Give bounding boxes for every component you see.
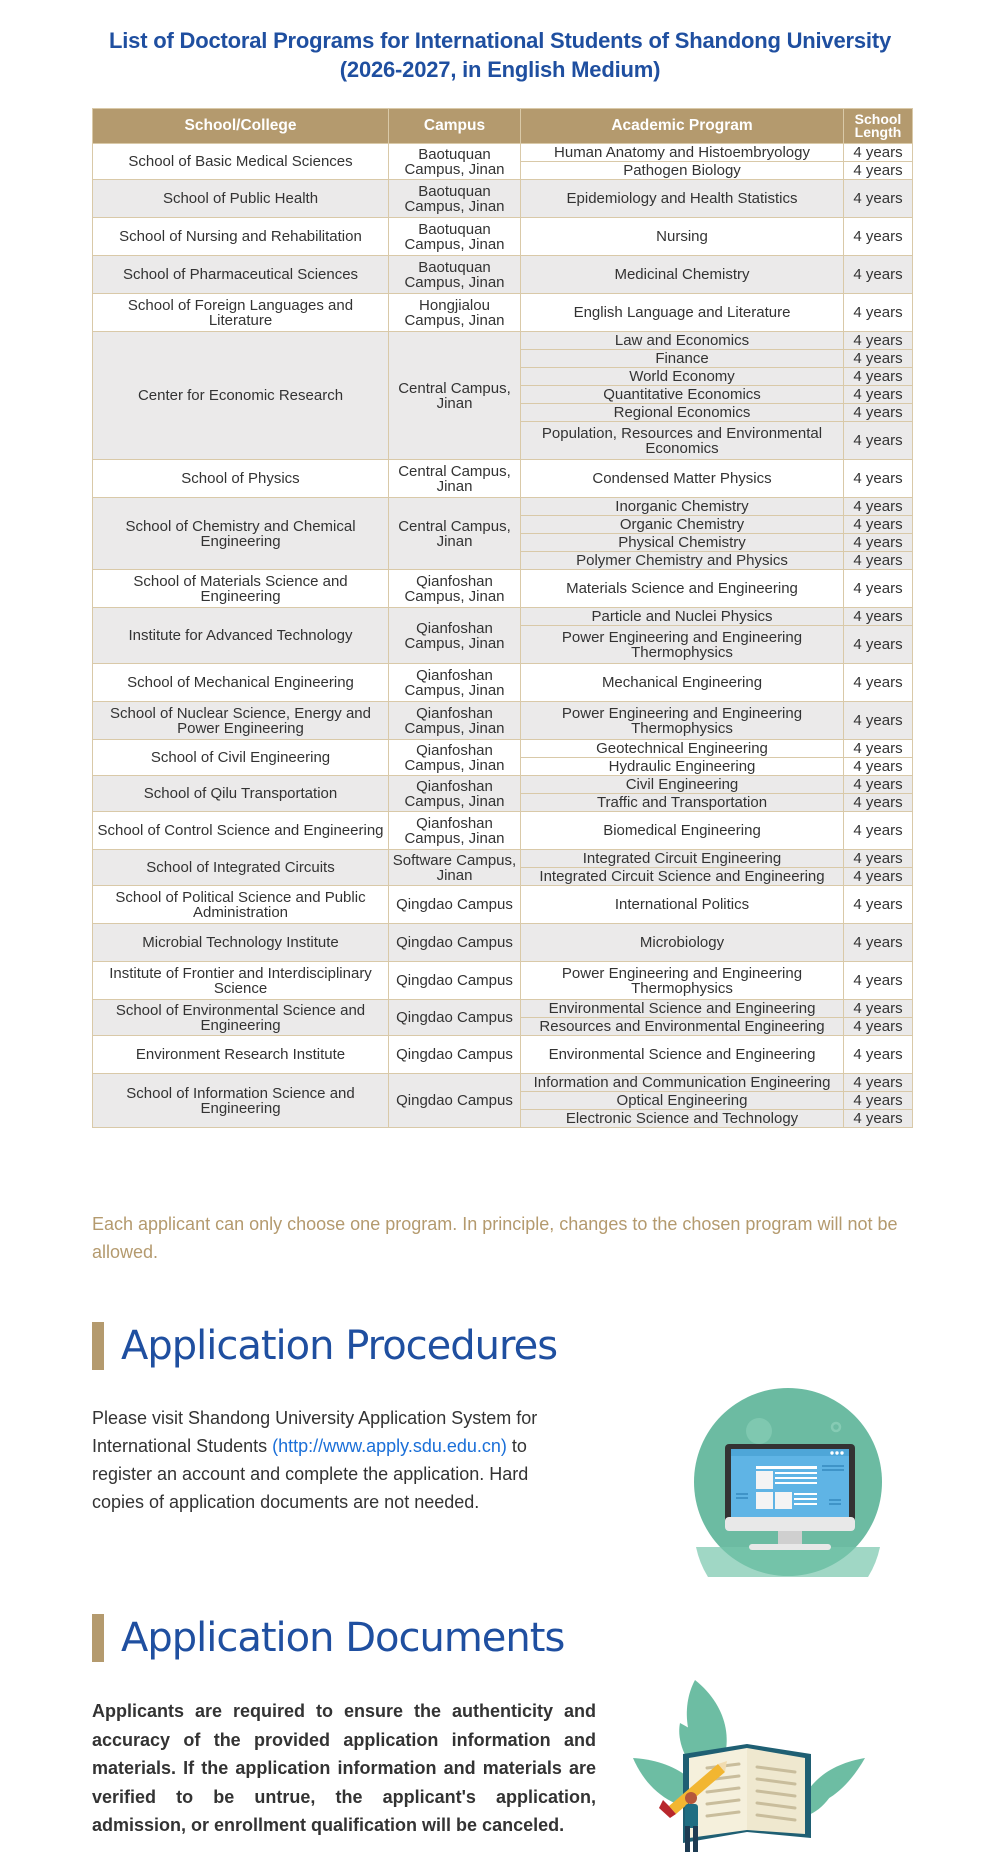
length-cell: 4 years xyxy=(844,664,913,702)
campus-cell: Qingdao Campus xyxy=(389,1074,521,1128)
length-cell: 4 years xyxy=(844,1110,913,1128)
length-cell: 4 years xyxy=(844,850,913,868)
school-cell: School of Foreign Languages and Literature xyxy=(93,294,389,332)
program-cell: Pathogen Biology xyxy=(521,162,844,180)
program-cell: Law and Economics xyxy=(521,332,844,350)
program-cell: Medicinal Chemistry xyxy=(521,256,844,294)
length-cell: 4 years xyxy=(844,924,913,962)
table-row xyxy=(93,332,913,350)
length-cell: 4 years xyxy=(844,702,913,740)
length-cell: 4 years xyxy=(844,812,913,850)
length-cell: 4 years xyxy=(844,516,913,534)
campus-cell: Baotuquan Campus, Jinan xyxy=(389,256,521,294)
length-cell: 4 years xyxy=(844,534,913,552)
person-body xyxy=(685,1804,698,1828)
program-cell: Polymer Chemistry and Physics xyxy=(521,552,844,570)
campus-cell: Software Campus, Jinan xyxy=(389,850,521,886)
table-row xyxy=(93,924,913,962)
program-cell: Traffic and Transportation xyxy=(521,794,844,812)
procedures-text-after: to register an account and complete the application. Hard copies of application documents are not needed. xyxy=(92,1436,529,1512)
school-cell: School of Mechanical Engineering xyxy=(93,664,389,702)
program-cell: Physical Chemistry xyxy=(521,534,844,552)
length-cell: 4 years xyxy=(844,570,913,608)
program-cell: Power Engineering and Engineering Thermophysics xyxy=(521,702,844,740)
table-header-row xyxy=(93,109,913,144)
program-cell: Inorganic Chemistry xyxy=(521,498,844,516)
program-cell: Information and Communication Engineering xyxy=(521,1074,844,1092)
page-title-line1: List of Doctoral Programs for International Students of Shandong University xyxy=(109,28,891,53)
length-cell: 4 years xyxy=(844,794,913,812)
procedures-text-before: Please visit Shandong University Application System for International Students xyxy=(92,1408,538,1456)
length-cell: 4 years xyxy=(844,422,913,460)
table-row xyxy=(93,740,913,758)
table-row xyxy=(93,702,913,740)
campus-cell: Qingdao Campus xyxy=(389,1000,521,1036)
program-cell: Resources and Environmental Engineering xyxy=(521,1018,844,1036)
table-row xyxy=(93,460,913,498)
page-title-line2: (2026-2027, in English Medium) xyxy=(339,57,661,82)
length-cell: 4 years xyxy=(844,868,913,886)
length-cell: 4 years xyxy=(844,498,913,516)
length-cell: 4 years xyxy=(844,404,913,422)
school-cell: School of Qilu Transportation xyxy=(93,776,389,812)
length-cell: 4 years xyxy=(844,294,913,332)
program-cell: Organic Chemistry xyxy=(521,516,844,534)
program-cell: Quantitative Economics xyxy=(521,386,844,404)
length-cell: 4 years xyxy=(844,1036,913,1074)
program-cell: Nursing xyxy=(521,218,844,256)
campus-cell: Qingdao Campus xyxy=(389,924,521,962)
program-cell: Power Engineering and Engineering Thermophysics xyxy=(521,626,844,664)
school-cell: School of Environmental Science and Engineering xyxy=(93,1000,389,1036)
monitor-stand xyxy=(778,1531,802,1545)
length-cell: 4 years xyxy=(844,368,913,386)
campus-cell: Qianfoshan Campus, Jinan xyxy=(389,812,521,850)
program-cell: World Economy xyxy=(521,368,844,386)
length-cell: 4 years xyxy=(844,332,913,350)
length-cell: 4 years xyxy=(844,608,913,626)
table-row xyxy=(93,962,913,1000)
school-cell: Institute of Frontier and Interdisciplinary Science xyxy=(93,962,389,1000)
length-cell: 4 years xyxy=(844,1092,913,1110)
table-row xyxy=(93,886,913,924)
campus-cell: Qianfoshan Campus, Jinan xyxy=(389,776,521,812)
campus-cell: Qianfoshan Campus, Jinan xyxy=(389,664,521,702)
heading-accent-bar xyxy=(92,1614,104,1662)
program-cell: Population, Resources and Environmental Economics xyxy=(521,422,844,460)
length-cell: 4 years xyxy=(844,350,913,368)
program-cell: Condensed Matter Physics xyxy=(521,460,844,498)
length-cell: 4 years xyxy=(844,626,913,664)
program-cell: Integrated Circuit Engineering xyxy=(521,850,844,868)
program-cell: International Politics xyxy=(521,886,844,924)
school-cell: School of Physics xyxy=(93,460,389,498)
campus-cell: Qingdao Campus xyxy=(389,962,521,1000)
documents-heading xyxy=(92,1612,792,1662)
school-cell: School of Information Science and Engineering xyxy=(93,1074,389,1128)
school-cell: School of Control Science and Engineering xyxy=(93,812,389,850)
open-book-pencil-illustration xyxy=(625,1668,875,1868)
length-cell: 4 years xyxy=(844,962,913,1000)
campus-cell: Baotuquan Campus, Jinan xyxy=(389,180,521,218)
program-cell: Geotechnical Engineering xyxy=(521,740,844,758)
page-title xyxy=(0,26,1000,84)
school-cell: School of Materials Science and Engineering xyxy=(93,570,389,608)
school-cell: School of Integrated Circuits xyxy=(93,850,389,886)
campus-cell: Qianfoshan Campus, Jinan xyxy=(389,570,521,608)
campus-cell: Central Campus, Jinan xyxy=(389,498,521,570)
length-cell: 4 years xyxy=(844,144,913,162)
table-body xyxy=(93,144,913,1128)
procedures-heading xyxy=(92,1320,792,1370)
length-cell: 4 years xyxy=(844,386,913,404)
length-cell: 4 years xyxy=(844,460,913,498)
procedures-text xyxy=(92,1404,572,1516)
school-cell: School of Basic Medical Sciences xyxy=(93,144,389,180)
campus-cell: Qianfoshan Campus, Jinan xyxy=(389,740,521,776)
table-row xyxy=(93,256,913,294)
person-head xyxy=(685,1792,697,1804)
school-cell: School of Nursing and Rehabilitation xyxy=(93,218,389,256)
program-cell: Optical Engineering xyxy=(521,1092,844,1110)
programs-table xyxy=(92,108,913,1128)
campus-cell: Hongjialou Campus, Jinan xyxy=(389,294,521,332)
table-row xyxy=(93,1000,913,1018)
length-cell: 4 years xyxy=(844,552,913,570)
documents-heading-label: Application Documents xyxy=(121,1615,565,1661)
table-row xyxy=(93,608,913,626)
campus-cell: Baotuquan Campus, Jinan xyxy=(389,144,521,180)
length-cell: 4 years xyxy=(844,1074,913,1092)
school-cell: School of Chemistry and Chemical Engineering xyxy=(93,498,389,570)
length-cell: 4 years xyxy=(844,256,913,294)
program-cell: Finance xyxy=(521,350,844,368)
table-row xyxy=(93,498,913,516)
table-row xyxy=(93,294,913,332)
program-cell: Environmental Science and Engineering xyxy=(521,1036,844,1074)
campus-cell: Qianfoshan Campus, Jinan xyxy=(389,608,521,664)
table-row xyxy=(93,812,913,850)
table-row xyxy=(93,180,913,218)
campus-cell: Qingdao Campus xyxy=(389,886,521,924)
program-cell: Hydraulic Engineering xyxy=(521,758,844,776)
program-cell: Materials Science and Engineering xyxy=(521,570,844,608)
program-cell: Environmental Science and Engineering xyxy=(521,1000,844,1018)
header-length xyxy=(844,109,913,144)
program-cell: Biomedical Engineering xyxy=(521,812,844,850)
table-row xyxy=(93,1036,913,1074)
documents-text: Applicants are required to ensure the authenticity and accuracy of the provided application information and materials. If the application information and materials are verified to be untrue, the applicant's application, admission, or enrollment qualification will be canceled. xyxy=(92,1701,596,1835)
monitor-bezel xyxy=(725,1517,855,1531)
monitor-base xyxy=(749,1544,831,1550)
campus-cell: Qingdao Campus xyxy=(389,1036,521,1074)
campus-cell: Baotuquan Campus, Jinan xyxy=(389,218,521,256)
program-cell: Human Anatomy and Histoembryology xyxy=(521,144,844,162)
header-school: School/College xyxy=(93,109,389,144)
table-row xyxy=(93,664,913,702)
program-cell: Mechanical Engineering xyxy=(521,664,844,702)
length-cell: 4 years xyxy=(844,776,913,794)
campus-cell: Qianfoshan Campus, Jinan xyxy=(389,702,521,740)
table-row xyxy=(93,570,913,608)
length-cell: 4 years xyxy=(844,740,913,758)
campus-cell: Central Campus, Jinan xyxy=(389,332,521,460)
header-campus: Campus xyxy=(389,109,521,144)
length-cell: 4 years xyxy=(844,218,913,256)
computer-monitor-illustration xyxy=(693,1387,883,1577)
table-row xyxy=(93,218,913,256)
school-cell: Environment Research Institute xyxy=(93,1036,389,1074)
school-cell: School of Civil Engineering xyxy=(93,740,389,776)
length-cell: 4 years xyxy=(844,1018,913,1036)
program-cell: Power Engineering and Engineering Thermophysics xyxy=(521,962,844,1000)
length-cell: 4 years xyxy=(844,180,913,218)
school-cell: Center for Economic Research xyxy=(93,332,389,460)
school-cell: Microbial Technology Institute xyxy=(93,924,389,962)
program-cell: Microbiology xyxy=(521,924,844,962)
header-length-line1: School xyxy=(854,111,902,127)
length-cell: 4 years xyxy=(844,162,913,180)
table-row xyxy=(93,1074,913,1092)
table-row xyxy=(93,850,913,868)
school-cell: Institute for Advanced Technology xyxy=(93,608,389,664)
program-cell: Regional Economics xyxy=(521,404,844,422)
procedures-heading-label: Application Procedures xyxy=(121,1323,558,1369)
length-cell: 4 years xyxy=(844,758,913,776)
application-system-link[interactable]: (http://www.apply.sdu.edu.cn) xyxy=(272,1436,507,1456)
school-cell: School of Nuclear Science, Energy and Power Engineering xyxy=(93,702,389,740)
school-cell: School of Pharmaceutical Sciences xyxy=(93,256,389,294)
school-cell: School of Political Science and Public Administration xyxy=(93,886,389,924)
program-cell: English Language and Literature xyxy=(521,294,844,332)
header-length-line2: Length xyxy=(854,124,902,140)
program-cell: Civil Engineering xyxy=(521,776,844,794)
header-program: Academic Program xyxy=(521,109,844,144)
program-choice-note: Each applicant can only choose one program. In principle, changes to the chosen program will not be allowed. xyxy=(92,1214,898,1262)
length-cell: 4 years xyxy=(844,1000,913,1018)
campus-cell: Central Campus, Jinan xyxy=(389,460,521,498)
heading-accent-bar xyxy=(92,1322,104,1370)
program-cell: Integrated Circuit Science and Engineering xyxy=(521,868,844,886)
program-cell: Epidemiology and Health Statistics xyxy=(521,180,844,218)
program-cell: Electronic Science and Technology xyxy=(521,1110,844,1128)
length-cell: 4 years xyxy=(844,886,913,924)
table-row xyxy=(93,776,913,794)
globe-icon xyxy=(746,1418,772,1444)
school-cell: School of Public Health xyxy=(93,180,389,218)
program-cell: Particle and Nuclei Physics xyxy=(521,608,844,626)
table-row xyxy=(93,144,913,162)
